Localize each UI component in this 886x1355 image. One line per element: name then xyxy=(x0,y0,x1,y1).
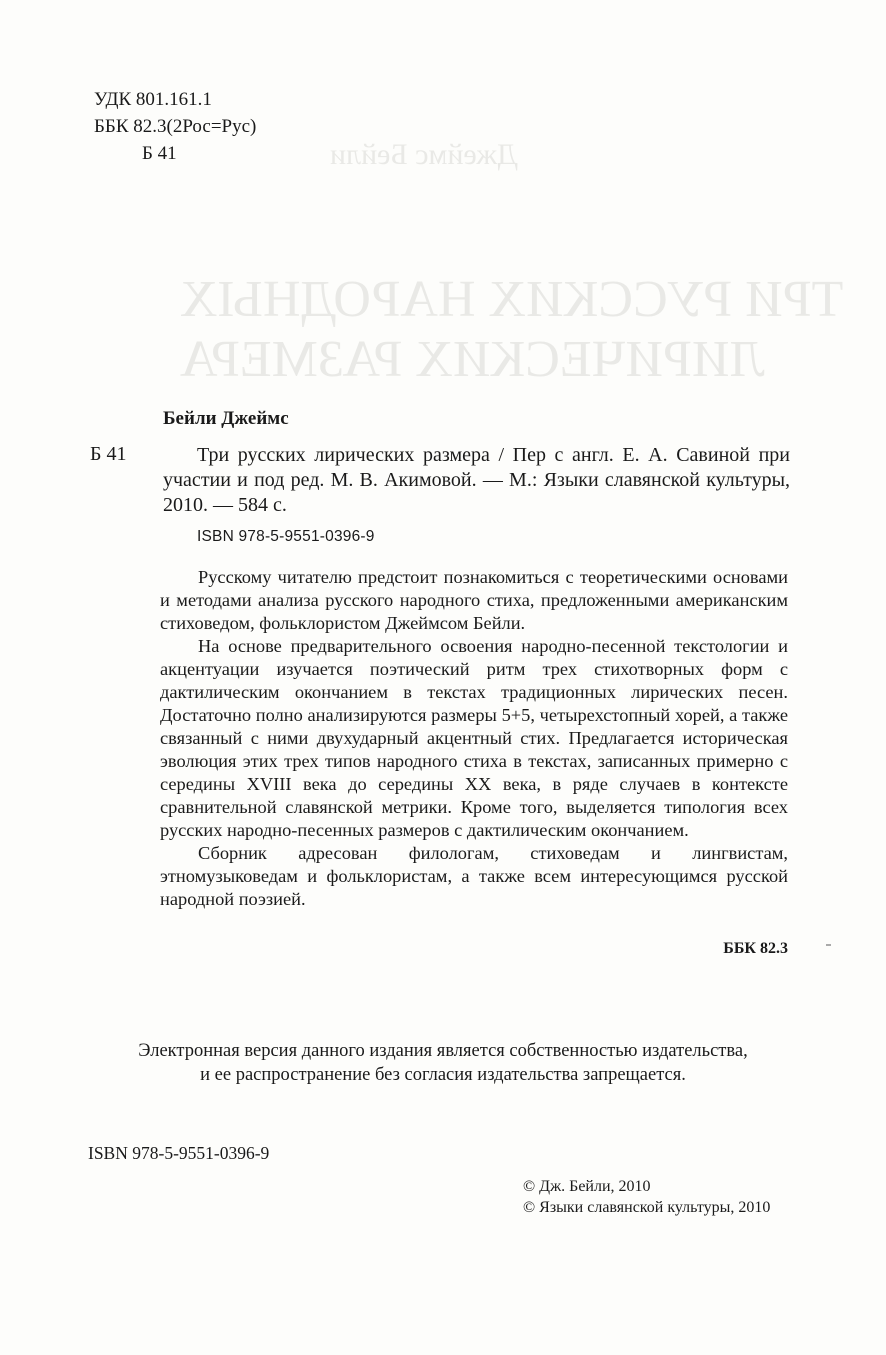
author-heading: Бейли Джеймс xyxy=(163,408,289,429)
show-through-background: Джеймс Бейли xyxy=(330,138,518,171)
copyright-block xyxy=(523,1176,770,1218)
copyright-line: © Языки славянской культуры, 2010 xyxy=(523,1199,771,1216)
author-mark: Б 41 xyxy=(142,143,177,164)
annotation-paragraph: Русскому читателю предстоит познакомиться с теоретическими основами и методами анализа русского народного стиха, предложенными американским стиховедом, фольклористом Джеймсом Бейли. xyxy=(160,567,788,633)
isbn-inline: ISBN 978-5-9551-0396-9 xyxy=(197,528,375,545)
show-through-background: ТРИ РУССКИХ НАРОДНЫХ xyxy=(180,271,844,328)
bibliographic-description: Три русских лирических размера / Пер с англ. Е. А. Савиной при участии и под ред. М. В. Акимовой. — М.: Языки славянской культуры, 2010. — 584 с. xyxy=(163,444,790,516)
isbn-bottom: ISBN 978-5-9551-0396-9 xyxy=(88,1143,270,1163)
udk-code: УДК 801.161.1 xyxy=(94,89,212,110)
annotation xyxy=(160,566,788,911)
annotation-paragraph: Сборник адресован филологам, стиховедам и лингвистам, этномузыковедам и фольклористам, а также всем интересующимся русской народной поэзией. xyxy=(160,843,788,909)
notice-line: Электронная версия данного издания является собственностью издательства, xyxy=(138,1041,748,1061)
copyright-line: © Дж. Бейли, 2010 xyxy=(523,1178,651,1195)
catalog-mark: Б 41 xyxy=(90,443,127,465)
notice-line: и ее распространение без согласия издательства запрещается. xyxy=(200,1065,686,1085)
bbk-code: ББК 82.3(2Рос=Рус) xyxy=(94,116,257,137)
stray-mark xyxy=(826,944,831,946)
bbk-short-code: ББК 82.3 xyxy=(723,940,788,957)
show-through-background: ЛИРИЧЕСКИХ РАЗМЕРА xyxy=(180,331,765,388)
electronic-version-notice xyxy=(0,1039,886,1087)
classification-codes xyxy=(94,86,256,167)
annotation-paragraph: На основе предварительного освоения народно-песенной текстологии и акцентуации изучается поэтический ритм трех стихотворных форм с дактилическим окончанием в текстах традиционных лирических песен. Достаточно полно анализируются размеры 5+5, четырехстопный хорей, а также связанный с ними двухударный акцентный стих. Предлагается историческая эволюция этих трех типов народного стиха в текстах, записанных примерно с середины XVIII века до середины XX века, в ряде случаев в контексте сравнительной славянской метрики. Кроме того, выделяется типология всех русских народно-песенных размеров с дактилическим окончанием. xyxy=(160,636,788,840)
